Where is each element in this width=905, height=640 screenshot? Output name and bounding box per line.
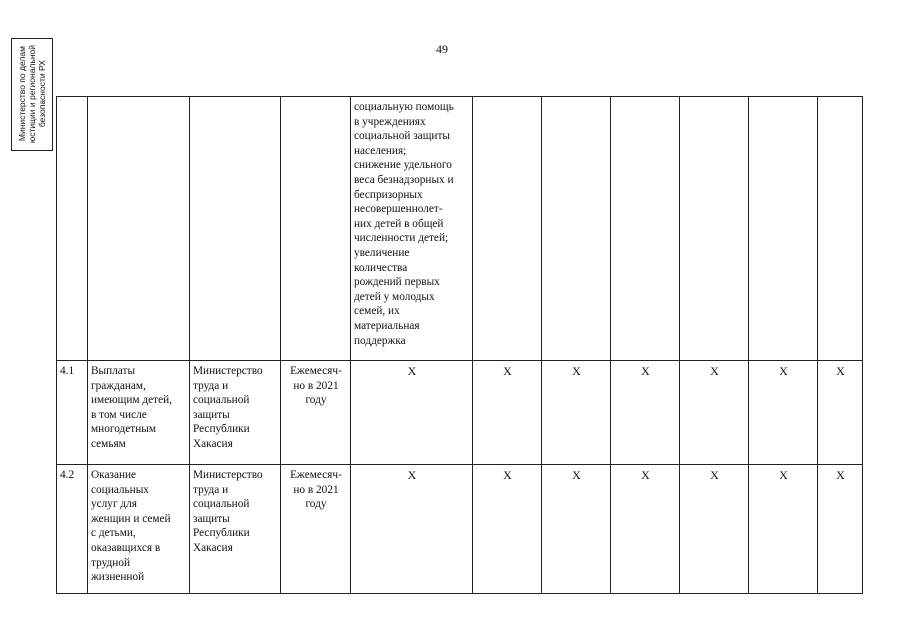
text-line: оказавщихся в xyxy=(91,541,161,554)
mark-cell: X xyxy=(473,465,542,594)
text-line: трудной xyxy=(91,556,130,569)
text-line: поддержка xyxy=(354,334,406,347)
table-row-continuation xyxy=(57,97,863,361)
mark-cell: X xyxy=(749,465,818,594)
text-line: семьям xyxy=(91,437,126,450)
text-line: численности детей; xyxy=(354,232,449,245)
measure-name xyxy=(88,361,190,465)
text-line: Ежемесяч- xyxy=(290,469,342,481)
text-line: социальной защиты xyxy=(354,130,450,143)
text-line: году xyxy=(305,498,327,511)
mark-cell: X xyxy=(611,465,680,594)
mark-cell: X xyxy=(473,361,542,465)
text-line: защиты xyxy=(193,512,230,525)
text-line: веса безнадзорных и xyxy=(354,173,454,186)
text-line: жизненной xyxy=(91,571,145,584)
text-line: социальную помощь xyxy=(354,101,454,113)
text-line: в учреждениях xyxy=(354,115,426,128)
text-line: Министерство xyxy=(193,469,263,481)
text-line: количества xyxy=(354,261,408,274)
text-line: Республики xyxy=(193,423,250,436)
mark-cell: X xyxy=(680,361,749,465)
text-line: но в 2021 xyxy=(293,483,339,496)
page-number: 49 xyxy=(436,42,448,56)
period xyxy=(281,465,351,594)
executor-text xyxy=(193,364,278,452)
text-line: в том числе xyxy=(91,408,147,421)
text-line: гражданам, xyxy=(91,379,146,392)
cell-empty xyxy=(680,97,749,361)
executor-text xyxy=(193,468,278,556)
item-number: 4.2 xyxy=(57,465,88,594)
stamp-text xyxy=(17,45,47,143)
mark-cell: X xyxy=(680,465,749,594)
text-line: увеличение xyxy=(354,246,410,259)
text-line: несовершеннолет- xyxy=(354,203,443,216)
cell-empty xyxy=(749,97,818,361)
text-line: социальной xyxy=(193,498,250,511)
stamp-line: юстиции и региональной xyxy=(27,45,37,144)
period-text xyxy=(284,468,348,512)
cell-empty xyxy=(818,97,863,361)
stamp-line: Министерство по делам xyxy=(17,46,27,143)
text-line: рождений первых xyxy=(354,276,440,289)
results-text xyxy=(354,100,470,348)
text-line: детей у молодых xyxy=(354,290,435,303)
period-text xyxy=(284,364,348,408)
cell-empty xyxy=(57,97,88,361)
cell-empty xyxy=(473,97,542,361)
text-line: году xyxy=(305,394,327,407)
executor xyxy=(190,361,281,465)
text-line: социальных xyxy=(91,483,149,496)
table-row xyxy=(57,361,863,465)
measure-name-text xyxy=(91,468,187,585)
text-line: Выплаты xyxy=(91,365,136,377)
mark-cell: X xyxy=(542,465,611,594)
table-row xyxy=(57,465,863,594)
text-line: но в 2021 xyxy=(293,379,339,392)
stamp-line: безопасности РХ xyxy=(37,60,47,129)
text-line: беспризорных xyxy=(354,188,423,201)
mark-cell: X xyxy=(818,465,863,594)
mark-cell: X xyxy=(818,361,863,465)
text-line: Хакасия xyxy=(193,437,233,450)
executor xyxy=(190,465,281,594)
text-line: Республики xyxy=(193,527,250,540)
text-line: социальной xyxy=(193,394,250,407)
measures-table xyxy=(56,96,863,594)
text-line: семей, их xyxy=(354,305,400,318)
measure-name-text xyxy=(91,364,187,452)
item-number: 4.1 xyxy=(57,361,88,465)
cell-empty xyxy=(281,97,351,361)
cell-empty xyxy=(88,97,190,361)
cell-expected-results xyxy=(351,97,473,361)
mark-cell: X xyxy=(611,361,680,465)
text-line: имеющим детей, xyxy=(91,394,172,407)
cell-empty xyxy=(190,97,281,361)
mark-cell: X xyxy=(351,361,473,465)
cell-empty xyxy=(611,97,680,361)
measure-name xyxy=(88,465,190,594)
text-line: труда и xyxy=(193,379,229,392)
mark-cell: X xyxy=(542,361,611,465)
ministry-stamp xyxy=(11,38,53,151)
text-line: труда и xyxy=(193,483,229,496)
text-line: женщин и семей xyxy=(91,512,171,525)
cell-empty xyxy=(542,97,611,361)
text-line: услуг для xyxy=(91,498,137,511)
text-line: Министерство xyxy=(193,365,263,377)
text-line: Ежемесяч- xyxy=(290,365,342,377)
text-line: Хакасия xyxy=(193,541,233,554)
text-line: многодетным xyxy=(91,423,157,436)
text-line: снижение удельного xyxy=(354,159,452,172)
mark-cell: X xyxy=(351,465,473,594)
text-line: населения; xyxy=(354,144,407,157)
text-line: с детьми, xyxy=(91,527,136,540)
text-line: защиты xyxy=(193,408,230,421)
period xyxy=(281,361,351,465)
text-line: материальная xyxy=(354,319,420,332)
mark-cell: X xyxy=(749,361,818,465)
text-line: них детей в общей xyxy=(354,217,444,230)
text-line: Оказание xyxy=(91,469,137,481)
